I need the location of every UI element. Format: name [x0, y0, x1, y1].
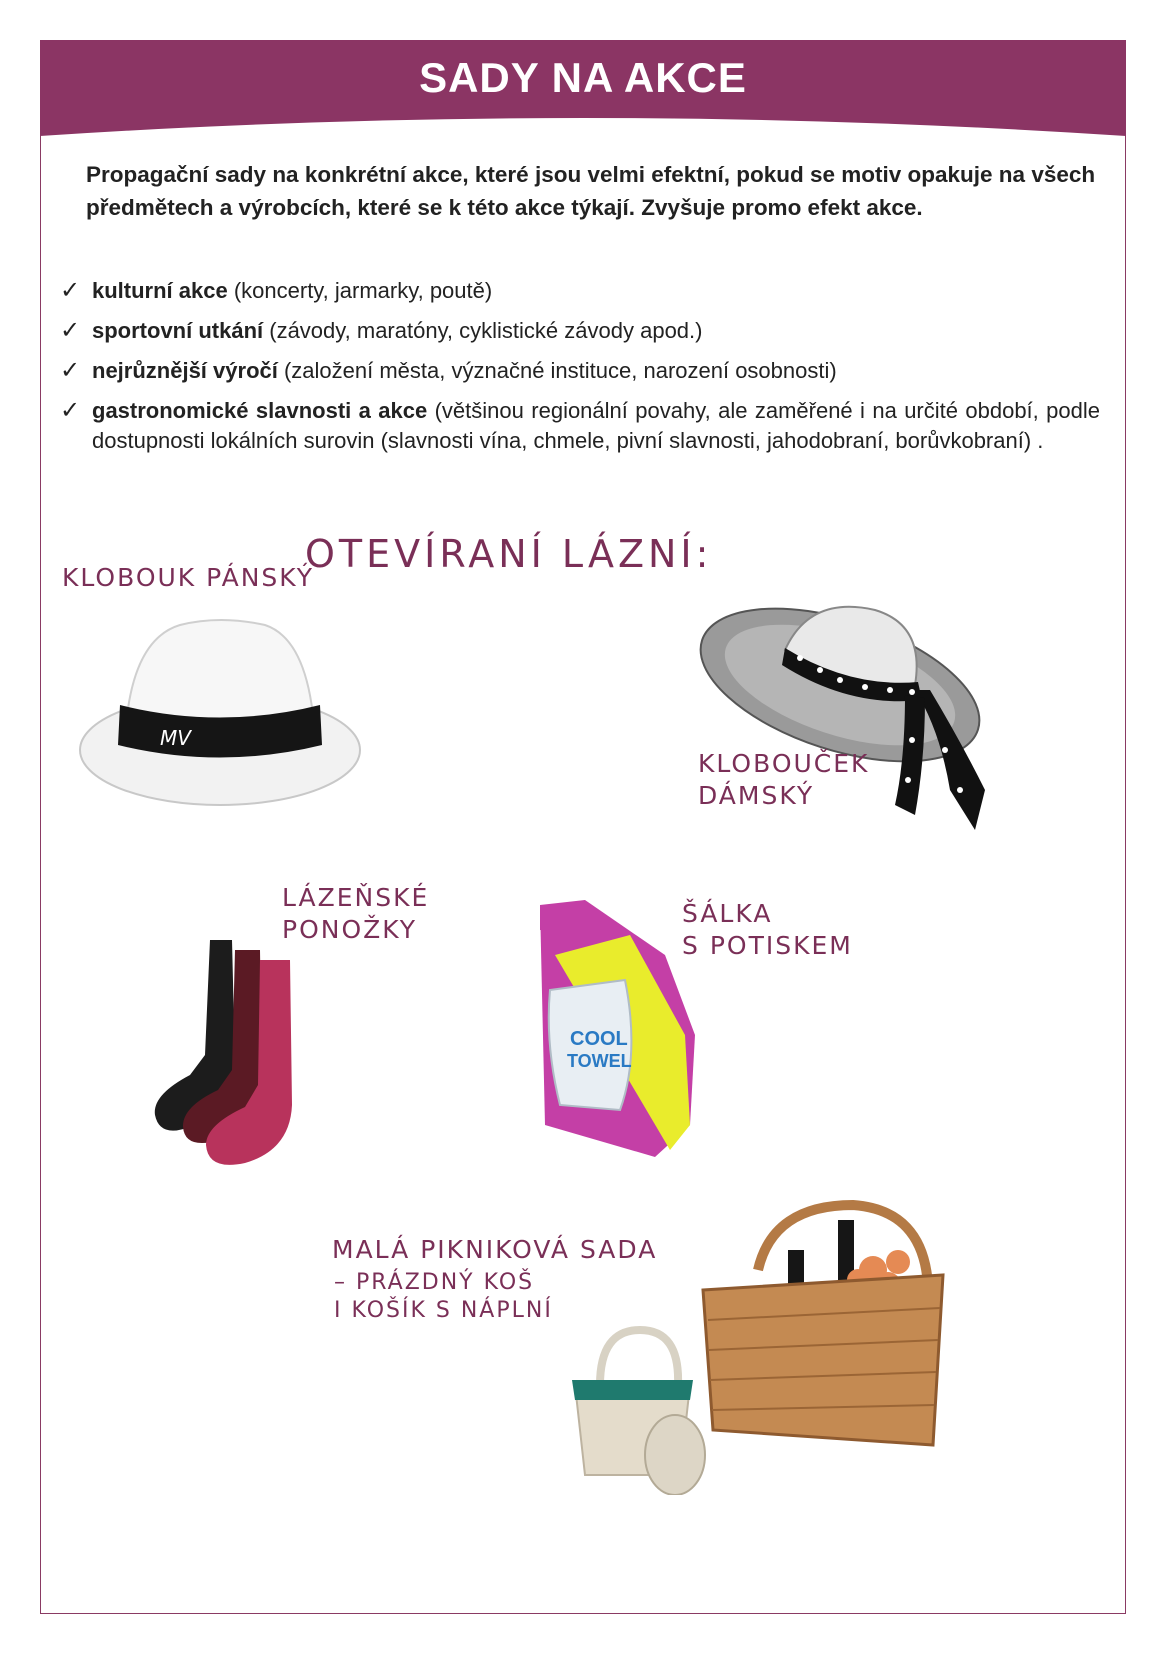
bullet-text: (většinou regionální povahy, ale zaměřené i na určité období, podle dostupnosti lokálních surovin (slavnosti vína, chmele, pivní slavnosti, jahodobraní, borůvkobraní) . [92, 398, 1101, 453]
section-title: OTEVÍRANÍ LÁZNÍ: [305, 532, 713, 576]
socks-label-1: LÁZEŇSKÉ [282, 883, 430, 912]
bullet-text: (založení města, význačné instituce, narození osobnosti) [277, 358, 837, 383]
picnic-basket-image [698, 1200, 958, 1450]
bullet-bold: sportovní utkání [92, 318, 264, 343]
bullet-bold: gastronomické slavnosti a akce [92, 398, 428, 423]
picnic-label-3: I KOŠÍK S NÁPLNÍ [334, 1298, 553, 1323]
check-icon: ✓ [60, 357, 81, 384]
picnic-label-1: MALÁ PIKNIKOVÁ SADA [332, 1235, 658, 1264]
socks-label-2: PONOŽKY [282, 915, 418, 944]
cool-towel-image [535, 895, 710, 1160]
bullet-bold: kulturní akce [92, 278, 228, 303]
page-title: SADY NA AKCE [419, 54, 747, 101]
socks-image [150, 935, 320, 1175]
check-icon: ✓ [60, 277, 81, 304]
ladies-hat-label-2: DÁMSKÝ [698, 781, 815, 810]
bullet-text: (koncerty, jarmarky, poutě) [227, 278, 493, 303]
list-item [60, 356, 1100, 386]
check-icon: ✓ [60, 397, 81, 424]
header-banner [40, 40, 1126, 140]
small-basket-image [560, 1325, 720, 1495]
cup-label-1: ŠÁLKA [682, 899, 773, 928]
check-icon: ✓ [60, 317, 81, 344]
list-item [60, 316, 1100, 346]
towel-text-2: TOWEL [567, 1051, 632, 1071]
cup-label-2: S POTISKEM [682, 931, 853, 960]
bullet-list [60, 276, 1100, 466]
list-item [60, 276, 1100, 306]
list-item [60, 396, 1100, 456]
ladies-hat-label-1: KLOBOUČEK [698, 749, 870, 778]
mens-hat-label: KLOBOUK PÁNSKÝ [62, 563, 315, 592]
bullet-bold: nejrůznější výročí [92, 358, 278, 383]
mens-hat-image [70, 600, 380, 830]
intro-paragraph: Propagační sady na konkrétní akce, které jsou velmi efektní, pokud se motiv opakuje na všech předmětech a výrobcích, které se k této akce týkají. Zvyšuje promo efekt akce. [86, 162, 1096, 220]
hat-logo: MV [160, 726, 191, 750]
bullet-text: (závody, maratóny, cyklistické závody apod.) [263, 318, 703, 343]
picnic-label-2: – PRÁZDNÝ KOŠ [334, 1270, 535, 1295]
towel-text-1: COOL [570, 1028, 628, 1050]
